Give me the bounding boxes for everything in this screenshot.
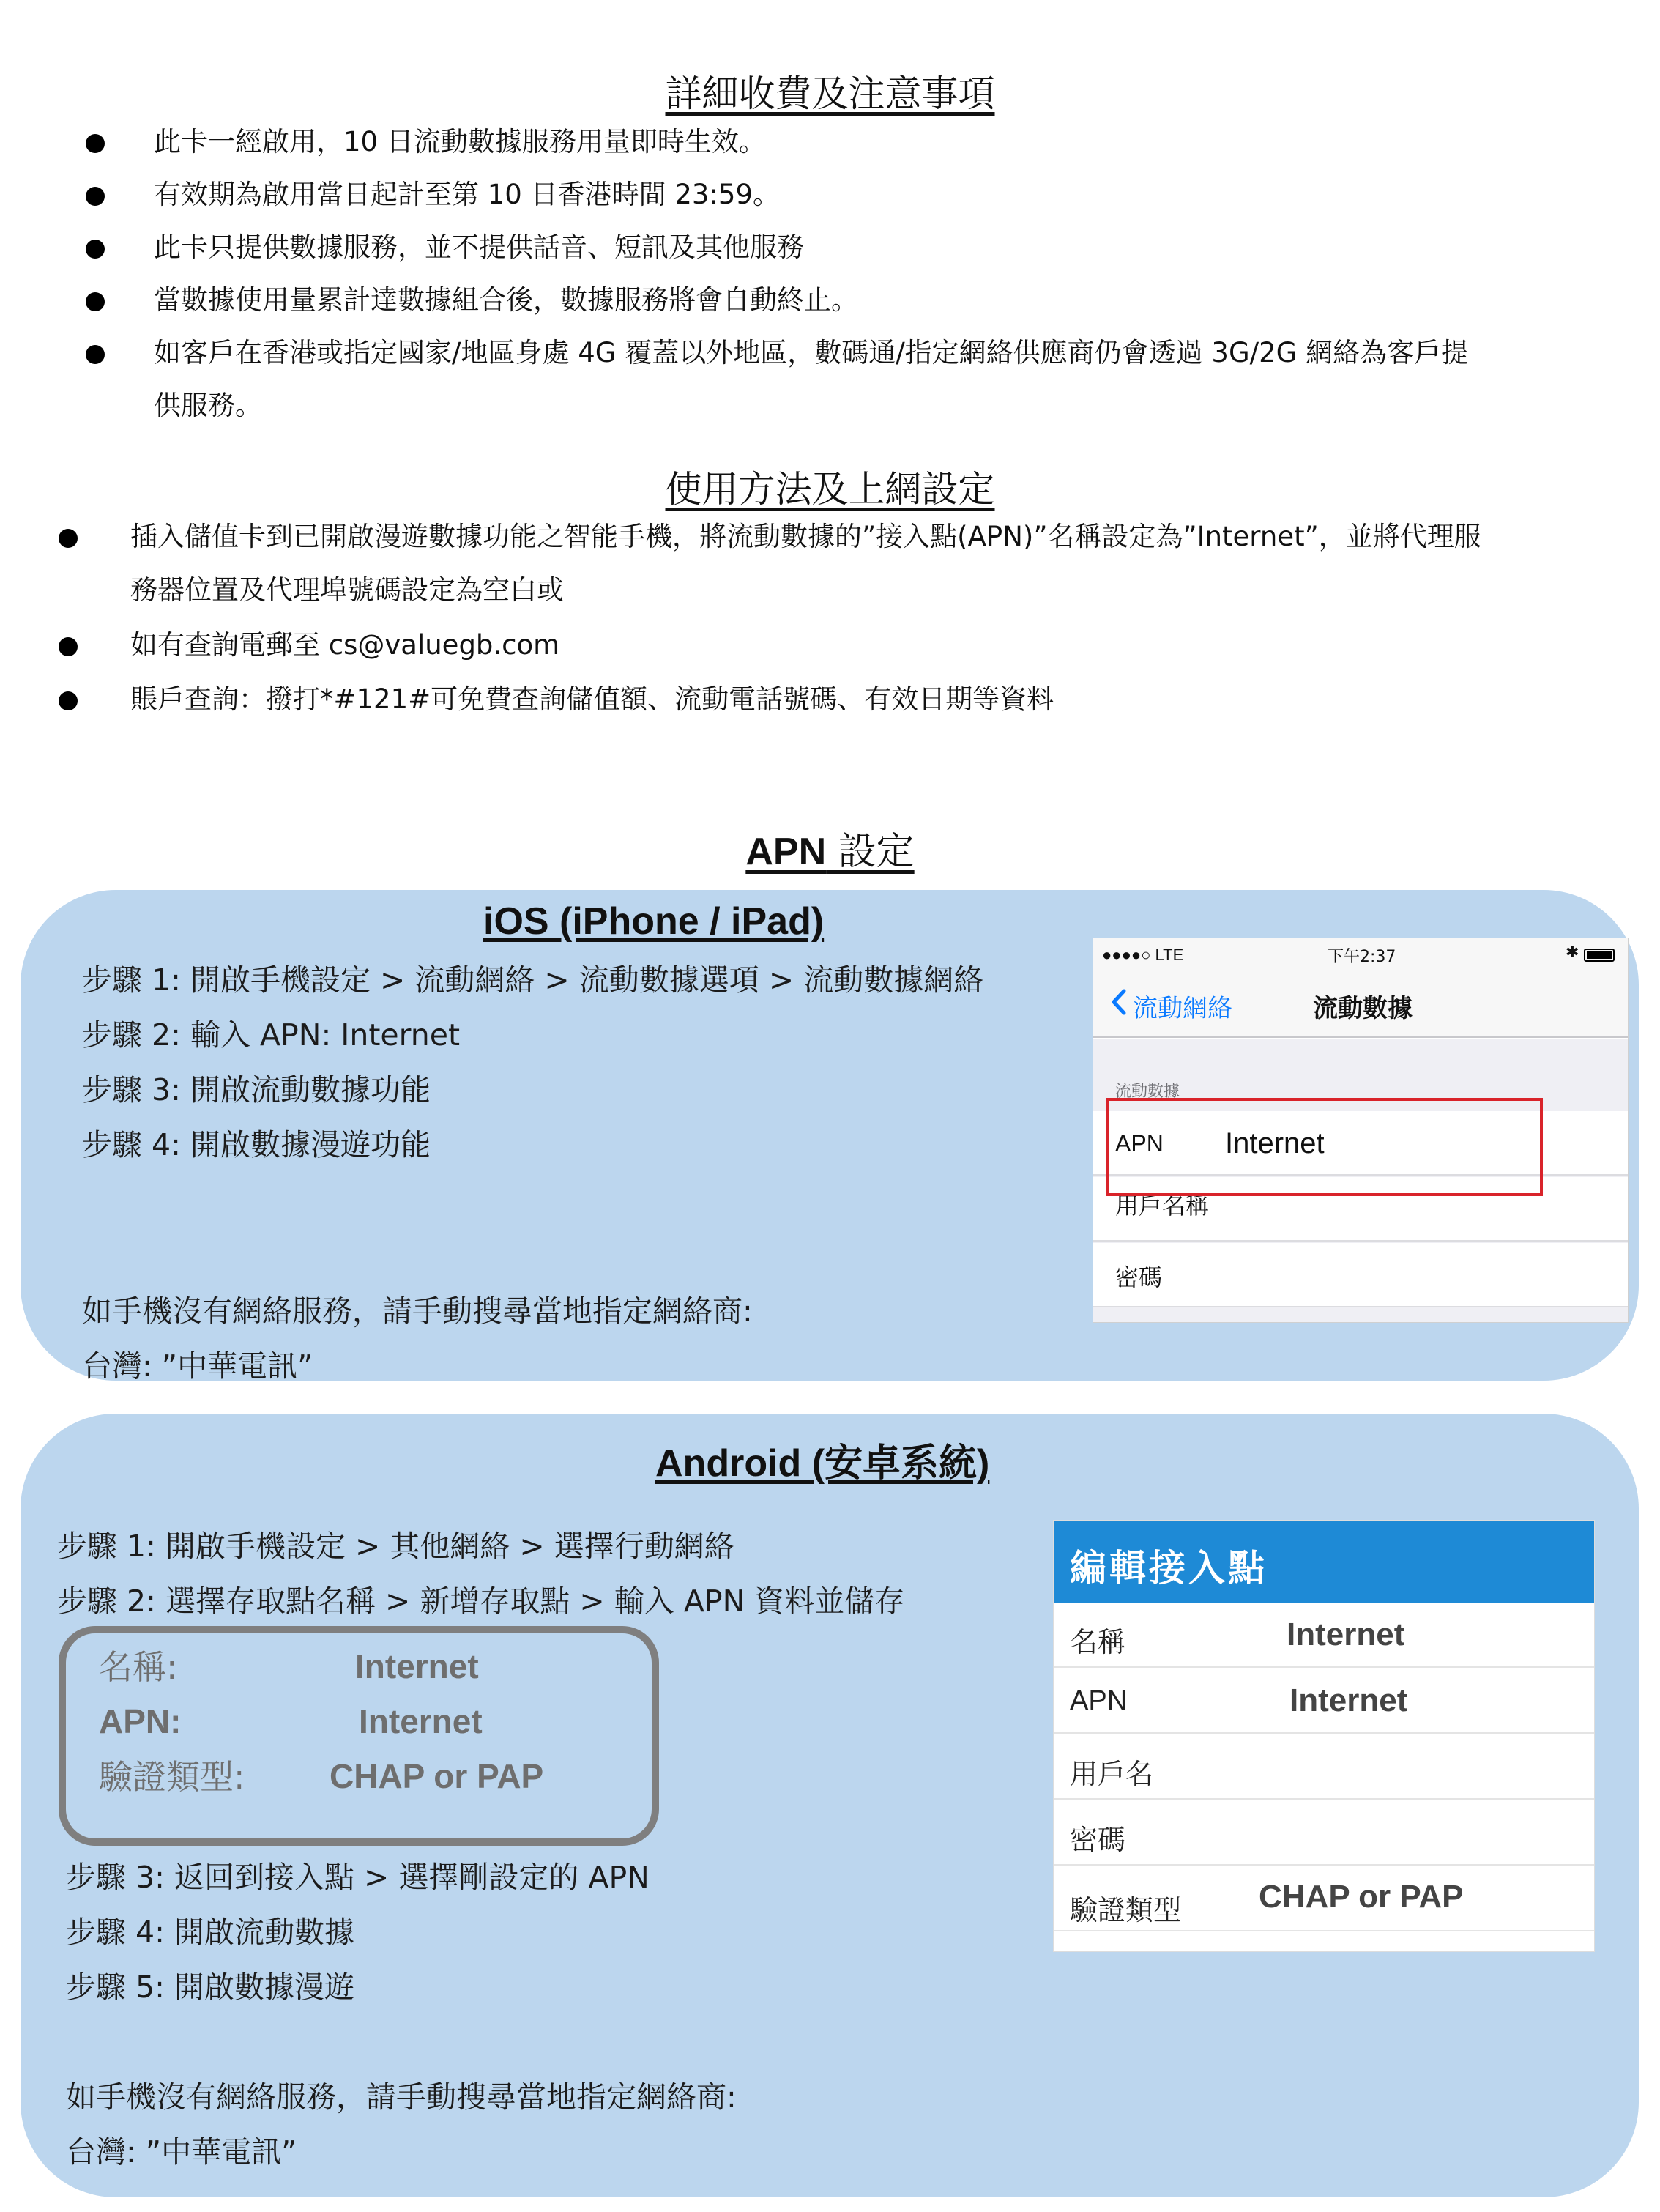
android-step: 步驟 2: 選擇存取點名稱 > 新增存取點 > 輸入 APN 資料並儲存 (57, 1584, 905, 1619)
back-link[interactable]: 流動網絡 (1133, 994, 1232, 1023)
apn-value[interactable]: Internet (1225, 1127, 1325, 1159)
android-auth-value[interactable]: CHAP or PAP (1259, 1879, 1464, 1915)
ios-note: 如手機沒有網絡服務，請手動搜尋當地指定網絡商: (82, 1294, 753, 1329)
status-time: 下午2:37 (1328, 948, 1396, 966)
ios-heading: iOS (iPhone / iPad) (483, 900, 825, 943)
android-password-label: 密碼 (1070, 1824, 1126, 1856)
box-name-label: 名稱: (99, 1647, 178, 1687)
apn-title: APN 設定 (745, 830, 915, 874)
ios-step: 步驟 3: 開啟流動數據功能 (82, 1072, 431, 1107)
usage-account: 賬戶查詢：撥打*#121#可免費查詢儲值額、流動電話號碼、有效日期等資料 (130, 683, 1054, 715)
charges-item: 如客戶在香港或指定國家/地區身處 4G 覆蓋以外地區，數碼通/指定網絡供應商仍會透過 3G/2G 網絡為客戶提 (154, 337, 1469, 368)
section-header: 流動數據 (1115, 1083, 1180, 1101)
bluetooth-icon: ✱ (1566, 943, 1579, 961)
ios-nav-bar (1093, 970, 1628, 1038)
android-step: 步驟 4: 開啟流動數據 (66, 1915, 354, 1950)
charges-item: 有效期為啟用當日起計至第 10 日香港時間 23:59。 (154, 179, 780, 210)
android-step: 步驟 1: 開啟手機設定 > 其他網絡 > 選擇行動網絡 (57, 1529, 734, 1564)
signal-indicator: ●●●●○ LTE (1102, 946, 1184, 964)
battery-icon (1584, 949, 1615, 962)
ios-status-bar (1093, 938, 1628, 970)
bullet-dot (86, 134, 105, 153)
android-username-label: 用戶名 (1070, 1758, 1154, 1790)
android-apn-value[interactable]: Internet (1289, 1682, 1408, 1718)
android-note: 如手機沒有網絡服務，請手動搜尋當地指定網絡商: (66, 2079, 737, 2115)
usage-email: 如有查詢電郵至 cs@valuegb.com (130, 629, 560, 661)
android-auth-label: 驗證類型 (1070, 1894, 1182, 1926)
charges-item-continued: 供服務。 (154, 390, 262, 421)
ios-step: 步驟 1: 開啟手機設定 > 流動網絡 > 流動數據選項 > 流動數據網絡 (82, 962, 984, 998)
android-step: 步驟 5: 開啟數據漫遊 (66, 1970, 354, 2005)
android-apn-label: APN (1070, 1685, 1128, 1716)
android-heading: Android (安卓系統) (655, 1442, 990, 1485)
ios-step: 步驟 2: 輸入 APN: Internet (82, 1017, 461, 1053)
android-screenshot (1053, 1520, 1595, 1952)
usage-item-continued: 務器位置及代理埠號碼設定為空白或 (130, 574, 564, 606)
android-apn-row[interactable] (1054, 1669, 1594, 1734)
ios-note-taiwan: 台灣: ”中華電訊” (82, 1348, 313, 1384)
highlight-box (1106, 1098, 1543, 1196)
android-name-label: 名稱 (1070, 1626, 1126, 1658)
android-name-value[interactable]: Internet (1287, 1617, 1405, 1652)
box-name-value: Internet (355, 1647, 479, 1685)
password-row[interactable] (1093, 1243, 1628, 1307)
bullet-dot (86, 345, 105, 364)
android-note-taiwan: 台灣: ”中華電訊” (66, 2134, 297, 2170)
bullet-dot (86, 292, 105, 311)
android-auth-row[interactable] (1054, 1867, 1594, 1931)
apn-label: APN (1115, 1130, 1164, 1157)
charges-title: 詳細收費及注意事項 (665, 73, 995, 115)
ios-step: 步驟 4: 開啟數據漫遊功能 (82, 1127, 431, 1162)
username-label: 用戶名稱 (1115, 1192, 1210, 1220)
bullet-dot (86, 187, 105, 206)
android-header-bar (1054, 1521, 1594, 1603)
charges-item: 此卡只提供數據服務，並不提供話音、短訊及其他服務 (154, 231, 804, 263)
box-auth-label: 驗證類型: (99, 1757, 245, 1797)
usage-item: 插入儲值卡到已開啟漫遊數據功能之智能手機，將流動數據的”接入點(APN)”名稱設定為”Internet”，並將代理服 (130, 521, 1481, 552)
bullet-dot (59, 637, 78, 656)
box-apn-value: Internet (359, 1702, 483, 1740)
box-apn-label: APN: (99, 1702, 182, 1740)
android-username-row[interactable] (1054, 1735, 1594, 1800)
android-password-row[interactable] (1054, 1801, 1594, 1866)
android-header-title: 編輯接入點 (1070, 1547, 1268, 1589)
usage-title: 使用方法及上網設定 (665, 468, 995, 511)
charges-item: 當數據使用量累計達數據組合後，數據服務將會自動終止。 (154, 284, 858, 316)
password-label: 密碼 (1115, 1263, 1163, 1291)
android-name-row[interactable] (1054, 1603, 1594, 1668)
bullet-dot (86, 240, 105, 259)
bullet-dot (59, 691, 78, 710)
bullet-dot (59, 529, 78, 548)
android-step: 步驟 3: 返回到接入點 > 選擇剛設定的 APN (66, 1860, 650, 1895)
nav-title: 流動數據 (1313, 994, 1413, 1023)
charges-item: 此卡一經啟用，10 日流動數據服務用量即時生效。 (154, 126, 766, 157)
box-auth-value: CHAP or PAP (330, 1757, 544, 1795)
ios-screenshot (1093, 938, 1629, 1323)
